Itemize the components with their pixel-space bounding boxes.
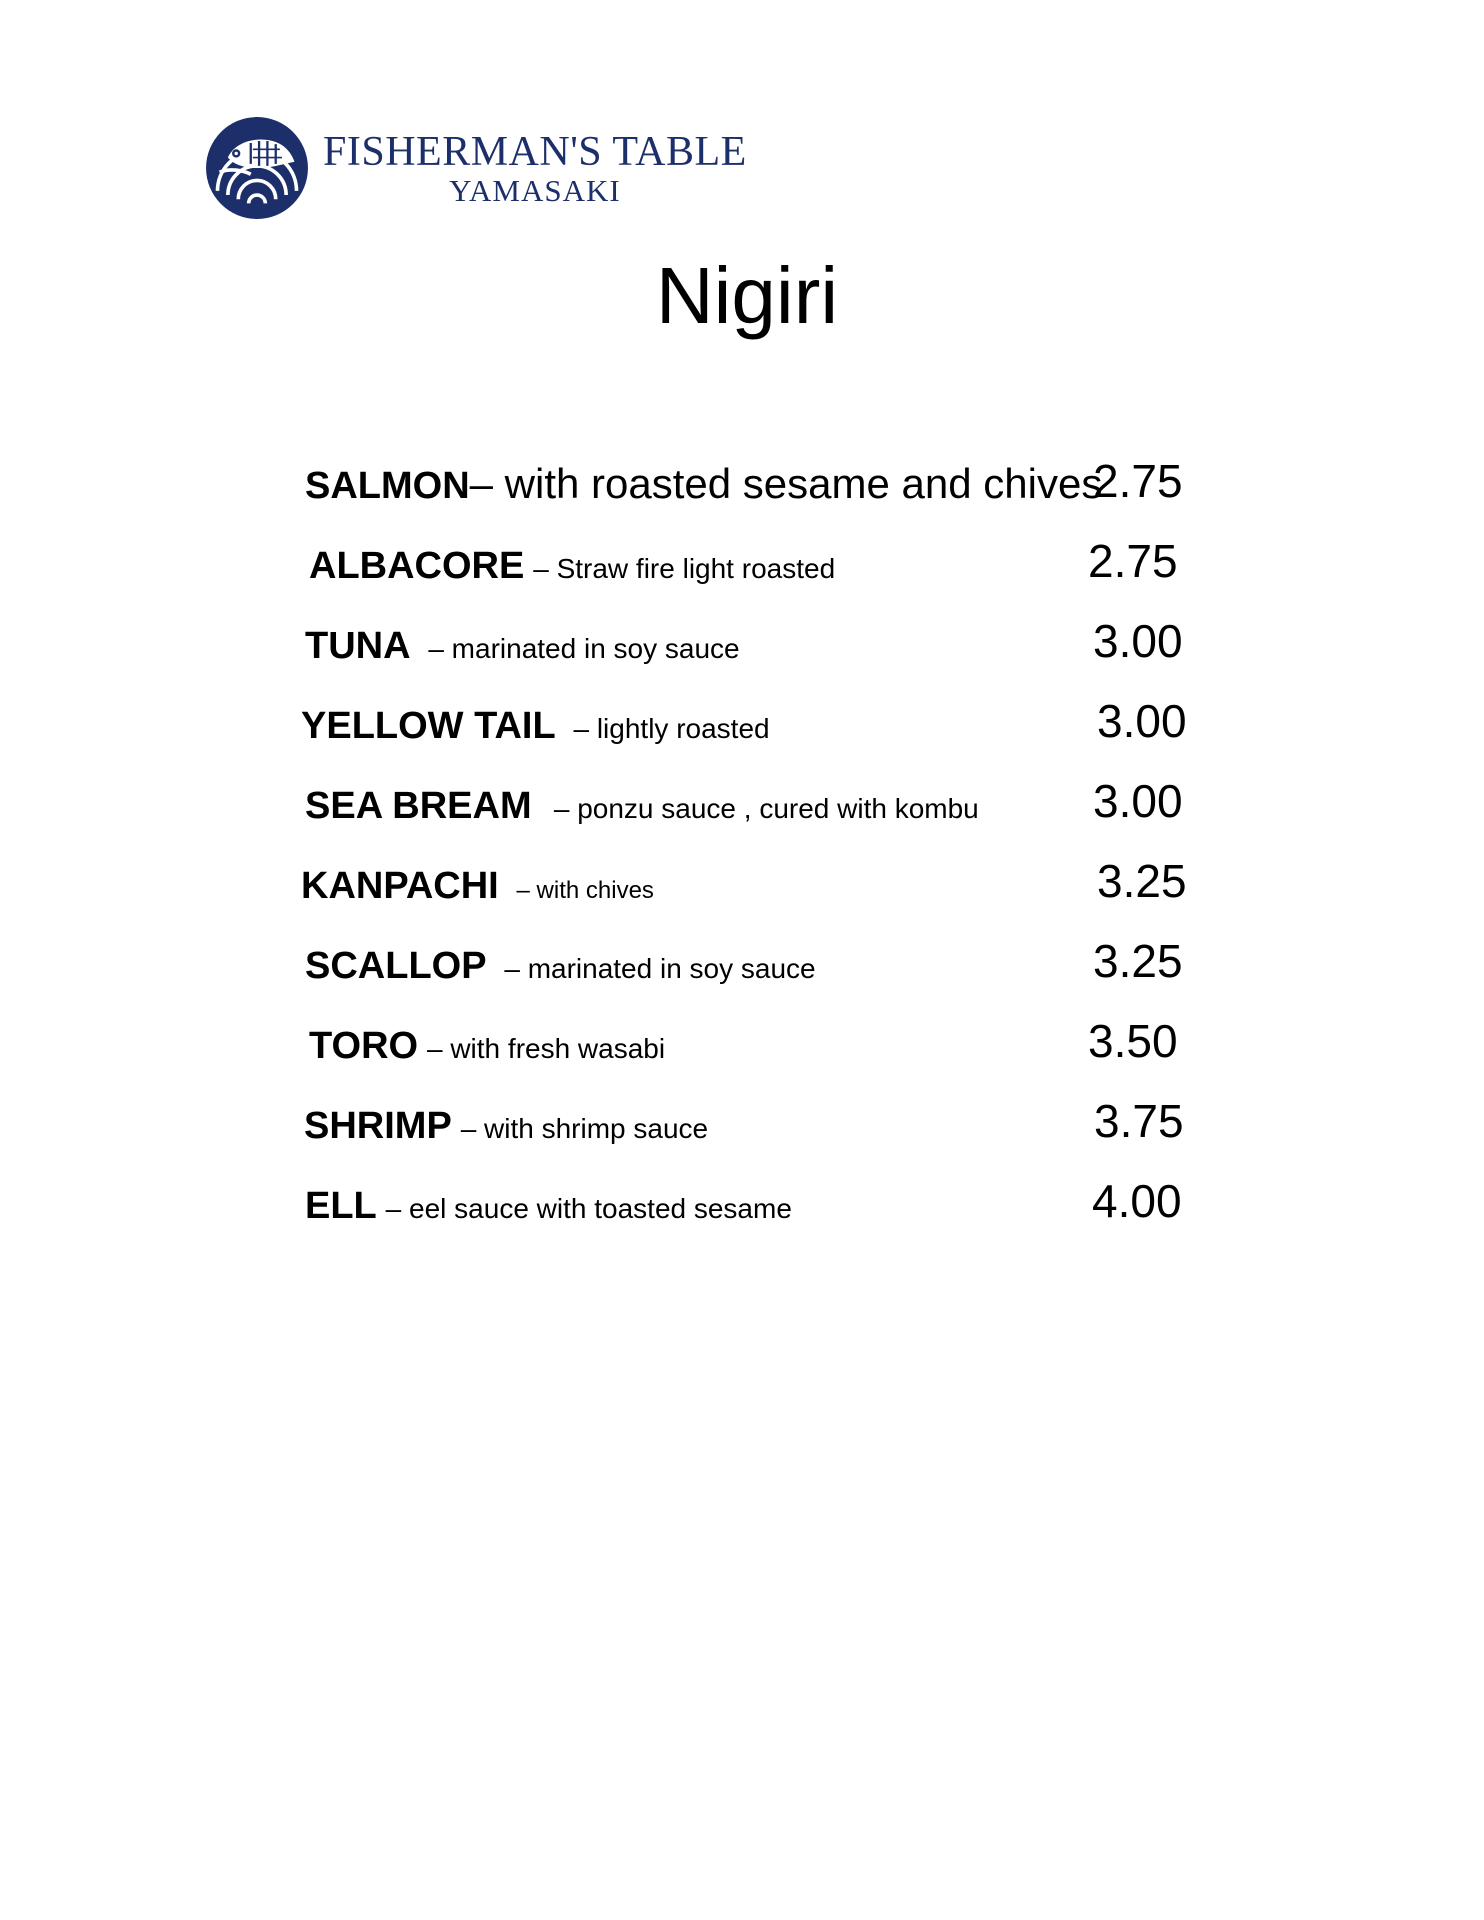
item-name: SCALLOP: [305, 945, 487, 987]
menu-item: [0, 696, 1484, 756]
item-description: – ponzu sauce , cured with kombu: [553, 793, 979, 824]
item-name: TUNA: [305, 625, 411, 667]
menu-item: [0, 456, 1484, 516]
item-name: SALMON: [305, 465, 470, 507]
logo-subname: YAMASAKI: [449, 172, 621, 208]
item-name: KANPACHI: [301, 865, 499, 907]
item-name: SEA BREAM: [305, 785, 532, 827]
item-name: ALBACORE: [309, 545, 525, 587]
item-price: 2.75: [1088, 535, 1178, 587]
page-title: Nigiri: [655, 251, 839, 340]
item-description: – eel sauce with toasted sesame: [385, 1193, 792, 1224]
item-price: 3.00: [1093, 775, 1183, 827]
item-price: 3.25: [1093, 935, 1183, 987]
item-name: SHRIMP: [304, 1105, 452, 1147]
item-description: – marinated in soy sauce: [504, 953, 816, 984]
item-description: – with roasted sesame and chives: [469, 460, 1103, 507]
fish-wave-logo-icon: [205, 116, 309, 220]
item-description: – with chives: [516, 877, 654, 904]
item-price: 3.50: [1088, 1015, 1178, 1067]
item-description: – with shrimp sauce: [460, 1113, 709, 1144]
menu-item: [0, 616, 1484, 676]
item-description: – Straw fire light roasted: [533, 553, 836, 584]
menu-item: [0, 536, 1484, 596]
menu-item: [0, 856, 1484, 916]
menu-item: [0, 1016, 1484, 1076]
restaurant-logo: [205, 116, 747, 220]
item-price: 3.00: [1093, 615, 1183, 667]
item-price: 3.25: [1097, 855, 1187, 907]
item-price: 4.00: [1092, 1175, 1182, 1227]
menu-item: [0, 936, 1484, 996]
item-description: – lightly roasted: [573, 713, 770, 744]
logo-text: [323, 128, 747, 208]
item-name: TORO: [309, 1025, 419, 1067]
item-price: 2.75: [1093, 455, 1183, 507]
menu-item: [0, 1096, 1484, 1156]
item-price: 3.75: [1094, 1095, 1184, 1147]
logo-name: FISHERMAN'S TABLE: [323, 128, 747, 175]
item-name: ELL: [305, 1185, 377, 1227]
menu-item: [0, 1176, 1484, 1236]
item-price: 3.00: [1097, 695, 1187, 747]
item-name: YELLOW TAIL: [301, 705, 556, 747]
item-description: – with fresh wasabi: [426, 1033, 666, 1064]
menu-item: [0, 776, 1484, 836]
item-description: – marinated in soy sauce: [428, 633, 740, 664]
